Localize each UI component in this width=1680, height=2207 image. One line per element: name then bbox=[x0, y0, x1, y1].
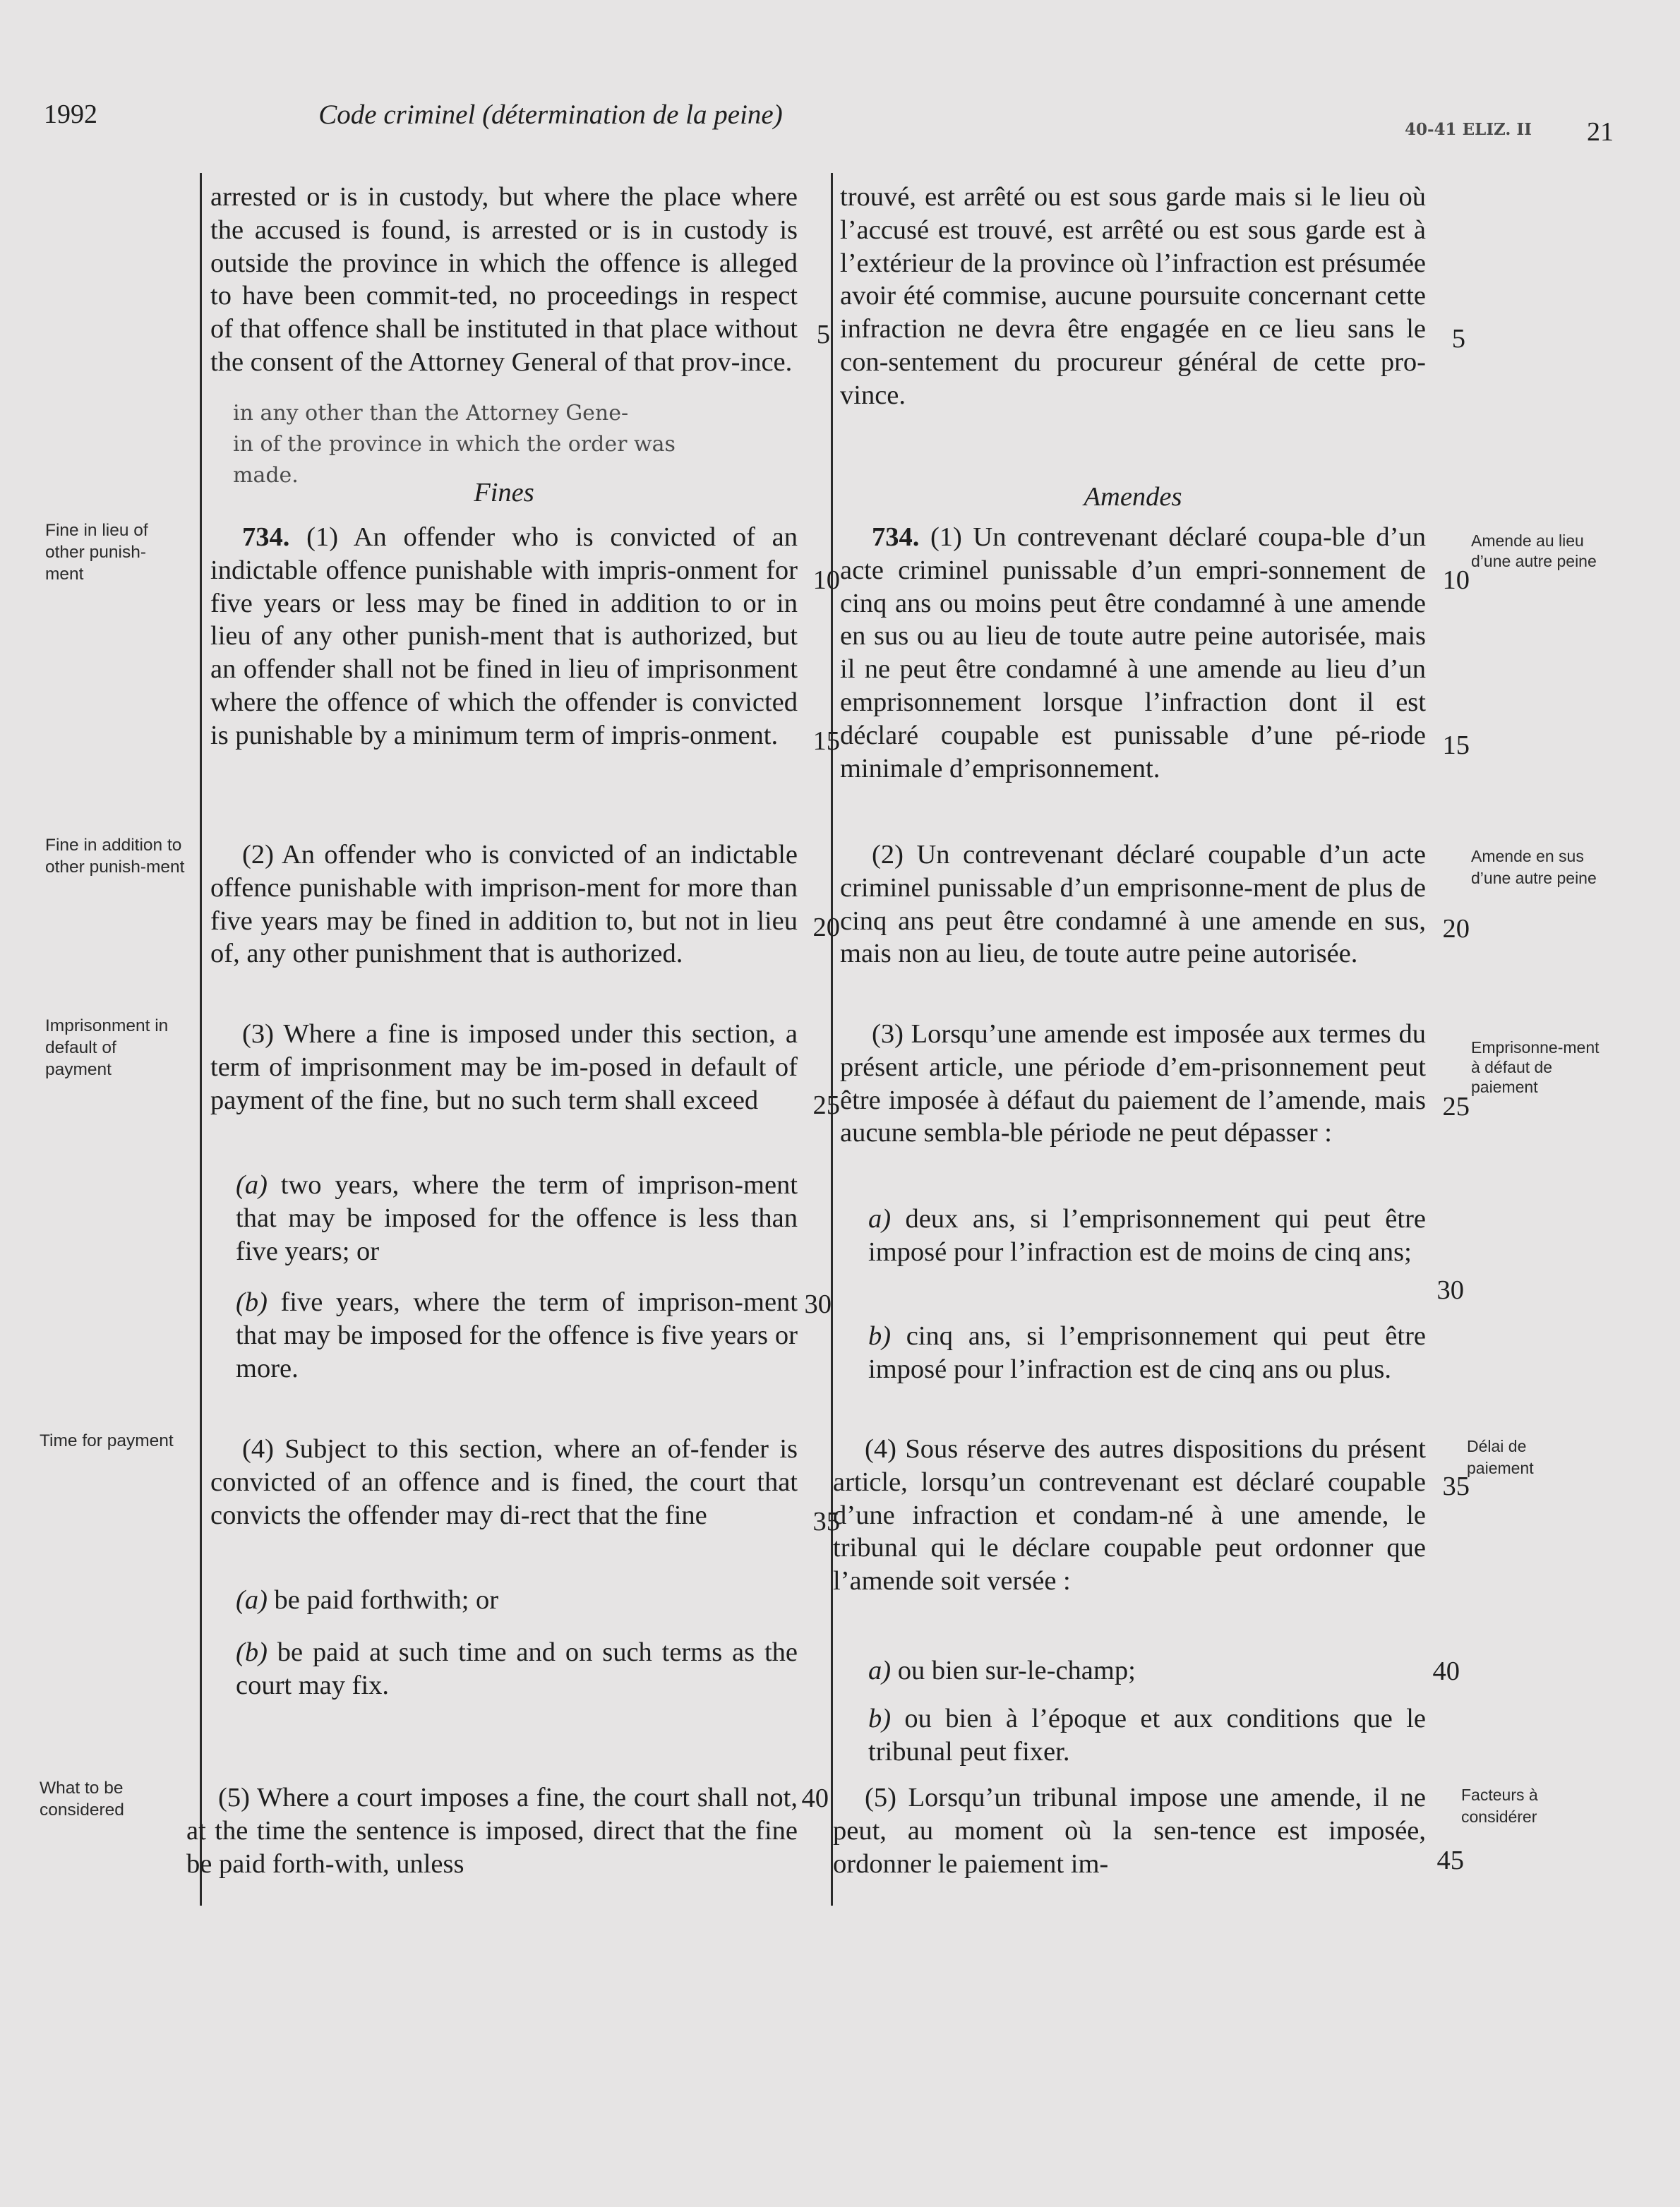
line-number: 25 bbox=[1442, 1092, 1470, 1121]
line-number: 40 bbox=[801, 1784, 829, 1813]
side-note-en: Fine in addition to other punish-ment bbox=[45, 836, 185, 877]
french-para-4a: a) ou bien sur-le-champ; bbox=[868, 1656, 1136, 1685]
line-number: 10 bbox=[812, 565, 840, 595]
french-para-3b: b) cinq ans, si l’emprisonnement qui peut être imposé pour l’infraction est de cinq ans ou plus. bbox=[868, 1321, 1426, 1384]
line-number: 30 bbox=[1436, 1275, 1464, 1305]
section-number: 734. bbox=[872, 522, 920, 552]
french-section-734-3: (3) Lorsqu’une amende est imposée aux termes du présent article, une période d’em-prisonnement peut être imposée à défaut du paiement de l’amende, mais aucune sembla-ble période ne peut dépasser : bbox=[840, 1019, 1426, 1148]
english-para-3b: (b) five years, where the term of imprison-ment that may be imposed for the offence is five years or more. bbox=[236, 1287, 798, 1383]
english-section-734-1: 734. (1) An offender who is convicted of an indictable offence punishable with impris-onment for five years or less may be fined in addition to or in lieu of any other punish-ment that is authorized, but an offender shall not be fined in lieu of imprisonment where the offence of which the offender is convicted is punishable by a minimum term of impris-onment. bbox=[210, 522, 798, 750]
line-number: 15 bbox=[812, 726, 840, 756]
french-section-734-1: 734. (1) Un contrevenant déclaré coupa-ble d’un acte criminel punissable d’un empri-sonnement de cinq ans ou moins peut être condamné à une amende en sus ou au lieu de toute autre peine autorisée, mais il ne peut être condamné à une amende au lieu d’un emprisonnement lorsque l’infraction dont il est déclaré coupable est punissable d’une pé-riode minimale d’emprisonnement. bbox=[840, 522, 1426, 783]
line-number: 25 bbox=[812, 1090, 840, 1120]
column-rule-left bbox=[200, 173, 202, 1906]
ghost-text: made. bbox=[233, 463, 299, 488]
english-para-4a: (a) be paid forthwith; or bbox=[236, 1585, 499, 1615]
running-title: Code criminel (détermination de la peine) bbox=[318, 100, 783, 130]
column-rule-center bbox=[831, 173, 833, 1906]
ghost-text: 40-41 ELIZ. II bbox=[1405, 120, 1532, 139]
side-note-fr: Amende au lieu d’une autre peine bbox=[1471, 531, 1597, 570]
side-note-fr: Facteurs à considérer bbox=[1461, 1786, 1538, 1826]
line-number: 5 bbox=[816, 320, 830, 349]
line-number: 35 bbox=[1442, 1472, 1470, 1501]
english-section-734-2: (2) An offender who is convicted of an indictable offence punishable with imprison-ment for more than five years may be fined in addition to, but not in lieu of, any other punishment that is authorized. bbox=[210, 840, 798, 969]
section-number: 734. bbox=[242, 522, 290, 552]
french-section-734-2: (2) Un contrevenant déclaré coupable d’un acte criminel punissable d’un emprisonne-ment de plus de cinq ans peut être condamné à une amende en sus, mais non au lieu, de toute autre peine autorisée. bbox=[840, 840, 1426, 969]
ghost-text: in of the province in which the order was bbox=[233, 432, 676, 457]
line-number: 40 bbox=[1432, 1656, 1460, 1686]
english-para-4b: (b) be paid at such time and on such terms as the court may fix. bbox=[236, 1637, 798, 1700]
line-number: 15 bbox=[1442, 730, 1470, 760]
ghost-text: in any other than the Attorney Gene- bbox=[233, 401, 629, 426]
line-number: 10 bbox=[1442, 565, 1470, 595]
english-section-734-3: (3) Where a fine is imposed under this section, a term of imprisonment may be im-posed in default of payment of the fine, but no such term shall exceed bbox=[210, 1019, 798, 1115]
english-heading-fines: Fines bbox=[474, 478, 534, 507]
side-note-en: Imprisonment in default of payment bbox=[45, 1016, 169, 1079]
side-note-en: What to be considered bbox=[40, 1779, 124, 1820]
english-section-734-5: (5) Where a court imposes a fine, the court shall not, at the time the sentence is imposed, direct that the fine be paid forth-with, unless bbox=[186, 1783, 798, 1879]
side-note-en: Fine in lieu of other punish-ment bbox=[45, 521, 148, 584]
line-number: 30 bbox=[804, 1289, 832, 1319]
line-number: 20 bbox=[1442, 914, 1470, 944]
side-note-fr: Amende en sus d’une autre peine bbox=[1471, 847, 1597, 887]
side-note-fr: Emprisonne-ment à défaut de paiement bbox=[1471, 1038, 1600, 1096]
side-note-en: Time for payment bbox=[40, 1431, 174, 1450]
line-number: 5 bbox=[1451, 324, 1465, 354]
french-block-a: trouvé, est arrêté ou est sous garde mais si le lieu où l’accusé est trouvé, est arrêté ou est sous garde est à l’extérieur de la province où l’infraction est présumée avoir été commise, aucune poursuite concernant cette infraction ne devra être engagée en ce lieu sans le con-sentement du procureur général de cette pro-vince. bbox=[840, 182, 1426, 410]
french-para-4b: b) ou bien à l’époque et aux conditions que le tribunal peut fixer. bbox=[868, 1704, 1426, 1767]
page-number: 21 bbox=[1587, 117, 1614, 147]
french-section-734-5: (5) Lorsqu’un tribunal impose une amende, il ne peut, au moment où la sen-tence est imposée, ordonner le paiement im- bbox=[833, 1783, 1426, 1879]
side-note-fr: Délai de paiement bbox=[1467, 1437, 1534, 1477]
french-heading-amendes: Amendes bbox=[1084, 482, 1182, 512]
english-para-3a: (a) two years, where the term of imprison-ment that may be imposed for the offence is less than five years; or bbox=[236, 1170, 798, 1266]
english-section-734-4: (4) Subject to this section, where an of-fender is convicted of an offence and is fined, the court that convicts the offender may di-rect that the fine bbox=[210, 1434, 798, 1530]
line-number: 35 bbox=[812, 1507, 840, 1537]
english-block-a: arrested or is in custody, but where the place where the accused is found, is arrested or is in custody is outside the province in which the offence is alleged to have been commit-ted, no proceedings in respect of that offence shall be instituted in that place without the consent of the Attorney General of that prov-ince. bbox=[210, 182, 798, 377]
page-year: 1992 bbox=[44, 100, 97, 129]
line-number: 45 bbox=[1436, 1846, 1464, 1875]
line-number: 20 bbox=[812, 913, 840, 942]
french-section-734-4: (4) Sous réserve des autres dispositions du présent article, lorsqu’un contrevenant est déclaré coupable d’une infraction et condam-né à une amende, le tribunal qui le déclare coupable peut ordonner que l’amende soit versée : bbox=[833, 1434, 1426, 1596]
french-para-3a: a) deux ans, si l’emprisonnement qui peut être imposé pour l’infraction est de moins de cinq ans; bbox=[868, 1204, 1426, 1267]
